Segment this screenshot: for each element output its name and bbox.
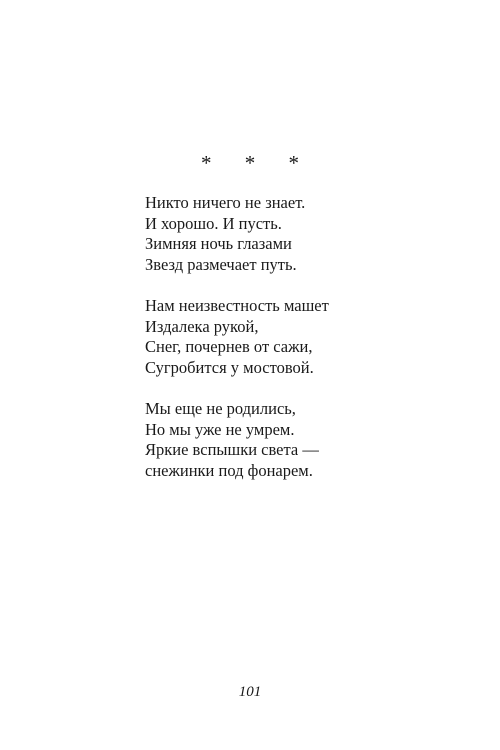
poem xyxy=(145,193,425,502)
stanza-3 xyxy=(145,399,425,481)
poem-line: Издалека рукой, xyxy=(145,316,259,336)
poem-line: Сугробится у мостовой. xyxy=(145,357,314,377)
poem-line: Зимняя ночь глазами xyxy=(145,234,292,253)
poem-line: Снег, почернев от сажи, xyxy=(145,337,313,356)
poem-line: Звезд размечает путь. xyxy=(145,254,297,274)
stanza-separator: * * * xyxy=(201,151,313,175)
poem-line: снежинки под фонарем. xyxy=(145,460,313,480)
poem-line: Яркие вспышки света — xyxy=(145,440,319,459)
poem-line: Но мы уже не умрем. xyxy=(145,419,295,439)
poem-line: Нам неизвестность машет xyxy=(145,296,329,315)
stanza-1 xyxy=(145,193,425,275)
poem-line: Никто ничего не знает. xyxy=(145,193,306,212)
page-number: 101 xyxy=(238,684,262,700)
poem-line: Мы еще не родились, xyxy=(145,399,296,418)
stanza-2 xyxy=(145,296,425,378)
poem-line: И хорошо. И пусть. xyxy=(145,213,282,233)
